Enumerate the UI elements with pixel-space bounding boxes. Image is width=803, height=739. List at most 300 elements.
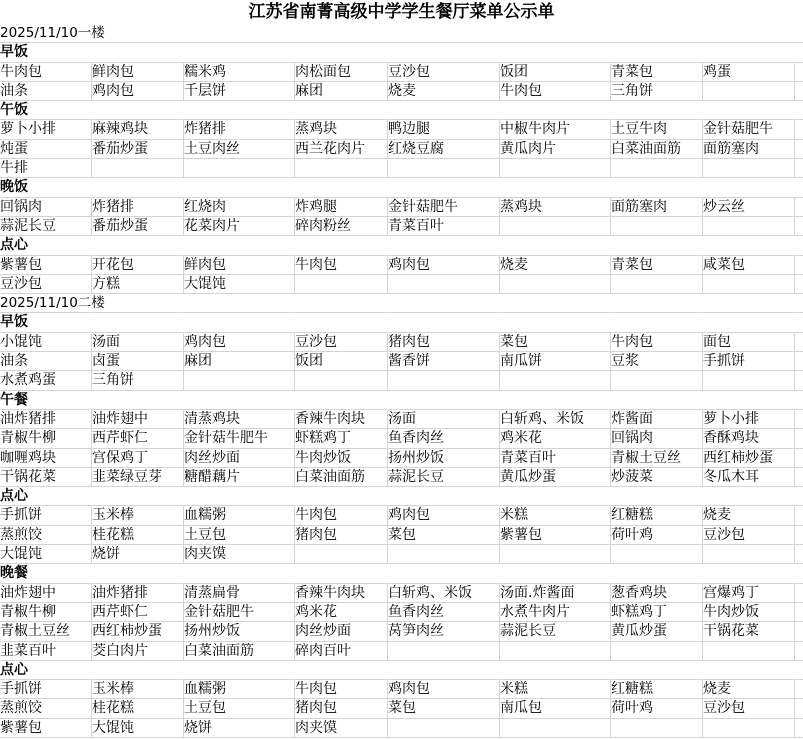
- dish-cell[interactable]: 桂花糕: [92, 526, 184, 545]
- dish-cell[interactable]: 土豆包: [184, 699, 295, 718]
- table-cell[interactable]: [795, 236, 803, 255]
- dish-cell[interactable]: 鸡米花: [500, 429, 611, 448]
- table-cell[interactable]: [703, 661, 795, 680]
- dish-cell[interactable]: [611, 275, 703, 294]
- table-cell[interactable]: [184, 564, 295, 583]
- dish-cell[interactable]: 虾糕鸡丁: [611, 603, 703, 622]
- dish-cell[interactable]: 油炸翅中: [92, 410, 184, 429]
- dish-cell[interactable]: 鲜肉包: [184, 256, 295, 275]
- dish-cell[interactable]: 莴笋肉丝: [388, 622, 500, 641]
- dish-cell[interactable]: [795, 352, 803, 371]
- dish-cell[interactable]: [703, 159, 795, 178]
- table-cell[interactable]: [92, 564, 184, 583]
- dish-cell[interactable]: 水煮鸡蛋: [0, 371, 92, 390]
- dish-cell[interactable]: [500, 217, 611, 236]
- dish-cell[interactable]: 豆沙包: [703, 699, 795, 718]
- table-cell[interactable]: [611, 313, 703, 332]
- table-cell[interactable]: [295, 487, 388, 506]
- table-cell[interactable]: [703, 313, 795, 332]
- dish-cell[interactable]: 回锅肉: [611, 429, 703, 448]
- table-cell[interactable]: [184, 236, 295, 255]
- dish-cell[interactable]: 水煮牛肉片: [500, 603, 611, 622]
- dish-cell[interactable]: [795, 699, 803, 718]
- meal-section-label[interactable]: 点心: [0, 661, 92, 680]
- dish-cell[interactable]: 土豆包: [184, 526, 295, 545]
- dish-cell[interactable]: 红烧豆腐: [388, 140, 500, 159]
- dish-cell[interactable]: [795, 506, 803, 525]
- dish-cell[interactable]: 土豆肉丝: [184, 140, 295, 159]
- dish-cell[interactable]: [703, 545, 795, 564]
- dish-cell[interactable]: [388, 719, 500, 738]
- dish-cell[interactable]: 青菜百叶: [388, 217, 500, 236]
- dish-cell[interactable]: [795, 622, 803, 641]
- dish-cell[interactable]: [388, 545, 500, 564]
- table-cell[interactable]: [295, 43, 388, 62]
- dish-cell[interactable]: [795, 680, 803, 699]
- dish-cell[interactable]: 烧麦: [500, 256, 611, 275]
- dish-cell[interactable]: 牛排: [0, 159, 92, 178]
- dish-cell[interactable]: [611, 719, 703, 738]
- dish-cell[interactable]: 面筋塞肉: [703, 140, 795, 159]
- table-cell[interactable]: [500, 24, 611, 43]
- dish-cell[interactable]: [703, 82, 795, 101]
- dish-cell[interactable]: 肉丝炒面: [184, 449, 295, 468]
- dish-cell[interactable]: [795, 256, 803, 275]
- table-cell[interactable]: [388, 24, 500, 43]
- dish-cell[interactable]: 油炸猪排: [92, 584, 184, 603]
- table-cell[interactable]: [295, 661, 388, 680]
- dish-cell[interactable]: 血糯粥: [184, 506, 295, 525]
- dish-cell[interactable]: [795, 333, 803, 352]
- table-cell[interactable]: [795, 487, 803, 506]
- dish-cell[interactable]: 汤面: [388, 410, 500, 429]
- dish-cell[interactable]: 蒜泥长豆: [500, 622, 611, 641]
- dish-cell[interactable]: 麻团: [295, 82, 388, 101]
- dish-cell[interactable]: 鱼香肉丝: [388, 429, 500, 448]
- dish-cell[interactable]: [795, 526, 803, 545]
- dish-cell[interactable]: 烧麦: [388, 82, 500, 101]
- meal-section-label[interactable]: 点心: [0, 236, 92, 255]
- dish-cell[interactable]: [795, 642, 803, 661]
- dish-cell[interactable]: [795, 584, 803, 603]
- dish-cell[interactable]: 麻团: [184, 352, 295, 371]
- table-cell[interactable]: [795, 661, 803, 680]
- dish-cell[interactable]: 韭菜绿豆芽: [92, 468, 184, 487]
- table-cell[interactable]: [388, 661, 500, 680]
- table-cell[interactable]: [92, 391, 184, 410]
- dish-cell[interactable]: [295, 371, 388, 390]
- table-cell[interactable]: [388, 564, 500, 583]
- table-cell[interactable]: [500, 313, 611, 332]
- dish-cell[interactable]: 鸡肉包: [388, 256, 500, 275]
- dish-cell[interactable]: 鸡肉包: [388, 680, 500, 699]
- dish-cell[interactable]: [611, 545, 703, 564]
- dish-cell[interactable]: 炒云丝: [703, 198, 795, 217]
- dish-cell[interactable]: [703, 642, 795, 661]
- date-label[interactable]: 2025/11/10二楼: [0, 294, 92, 313]
- dish-cell[interactable]: 牛肉包: [611, 333, 703, 352]
- table-cell[interactable]: [500, 487, 611, 506]
- table-cell[interactable]: [92, 178, 184, 197]
- dish-cell[interactable]: [795, 63, 803, 82]
- dish-cell[interactable]: 糖醋藕片: [184, 468, 295, 487]
- table-cell[interactable]: [795, 294, 803, 313]
- dish-cell[interactable]: 面筋塞肉: [611, 198, 703, 217]
- meal-section-label[interactable]: 午饭: [0, 101, 92, 120]
- dish-cell[interactable]: [611, 371, 703, 390]
- dish-cell[interactable]: 玉米棒: [92, 506, 184, 525]
- dish-cell[interactable]: 清蒸鸡块: [184, 410, 295, 429]
- dish-cell[interactable]: [795, 159, 803, 178]
- dish-cell[interactable]: 紫薯包: [500, 526, 611, 545]
- dish-cell[interactable]: 牛肉包: [0, 63, 92, 82]
- dish-cell[interactable]: 香辣牛肉块: [295, 584, 388, 603]
- dish-cell[interactable]: 黄瓜炒蛋: [500, 468, 611, 487]
- table-cell[interactable]: [184, 391, 295, 410]
- dish-cell[interactable]: 青椒牛柳: [0, 603, 92, 622]
- dish-cell[interactable]: 回锅肉: [0, 198, 92, 217]
- dish-cell[interactable]: 炸猪排: [92, 198, 184, 217]
- dish-cell[interactable]: 油炸猪排: [0, 410, 92, 429]
- dish-cell[interactable]: 西芹虾仁: [92, 603, 184, 622]
- table-cell[interactable]: [703, 391, 795, 410]
- dish-cell[interactable]: [92, 159, 184, 178]
- dish-cell[interactable]: [295, 275, 388, 294]
- dish-cell[interactable]: 青菜包: [611, 256, 703, 275]
- dish-cell[interactable]: 鸡肉包: [388, 506, 500, 525]
- table-cell[interactable]: [388, 294, 500, 313]
- table-cell[interactable]: [795, 178, 803, 197]
- dish-cell[interactable]: 肉夹馍: [295, 719, 388, 738]
- dish-cell[interactable]: 宫爆鸡丁: [703, 584, 795, 603]
- dish-cell[interactable]: 手抓饼: [703, 352, 795, 371]
- date-label[interactable]: 2025/11/10一楼: [0, 24, 92, 43]
- table-cell[interactable]: [92, 101, 184, 120]
- dish-cell[interactable]: 大馄饨: [92, 719, 184, 738]
- dish-cell[interactable]: 扬州炒饭: [388, 449, 500, 468]
- table-cell[interactable]: [795, 43, 803, 62]
- dish-cell[interactable]: 面包: [703, 333, 795, 352]
- table-cell[interactable]: [703, 178, 795, 197]
- table-cell[interactable]: [500, 294, 611, 313]
- dish-cell[interactable]: [795, 429, 803, 448]
- dish-cell[interactable]: 鸭边腿: [388, 120, 500, 139]
- meal-section-label[interactable]: 早饭: [0, 313, 92, 332]
- dish-cell[interactable]: 三角饼: [92, 371, 184, 390]
- dish-cell[interactable]: 蒸鸡块: [500, 198, 611, 217]
- dish-cell[interactable]: 菜包: [388, 699, 500, 718]
- dish-cell[interactable]: 中椒牛肉片: [500, 120, 611, 139]
- dish-cell[interactable]: [795, 603, 803, 622]
- table-cell[interactable]: [611, 236, 703, 255]
- dish-cell[interactable]: 豆沙包: [0, 275, 92, 294]
- dish-cell[interactable]: 金针菇牛肥牛: [184, 429, 295, 448]
- table-cell[interactable]: [295, 178, 388, 197]
- table-cell[interactable]: [703, 564, 795, 583]
- meal-section-label[interactable]: 早饭: [0, 43, 92, 62]
- dish-cell[interactable]: 玉米棒: [92, 680, 184, 699]
- dish-cell[interactable]: 西兰花肉片: [295, 140, 388, 159]
- dish-cell[interactable]: 白斩鸡、米饭: [500, 410, 611, 429]
- dish-cell[interactable]: 牛肉包: [295, 256, 388, 275]
- dish-cell[interactable]: 白菜油面筋: [295, 468, 388, 487]
- dish-cell[interactable]: 青椒土豆丝: [0, 622, 92, 641]
- dish-cell[interactable]: 番茄炒蛋: [92, 217, 184, 236]
- table-cell[interactable]: [500, 661, 611, 680]
- dish-cell[interactable]: 三角饼: [611, 82, 703, 101]
- dish-cell[interactable]: 米糕: [500, 680, 611, 699]
- dish-cell[interactable]: 白菜油面筋: [184, 642, 295, 661]
- table-cell[interactable]: [184, 178, 295, 197]
- dish-cell[interactable]: [703, 275, 795, 294]
- dish-cell[interactable]: [795, 82, 803, 101]
- table-cell[interactable]: [703, 24, 795, 43]
- dish-cell[interactable]: [500, 545, 611, 564]
- dish-cell[interactable]: [500, 275, 611, 294]
- dish-cell[interactable]: 桂花糕: [92, 699, 184, 718]
- dish-cell[interactable]: [795, 468, 803, 487]
- table-cell[interactable]: [611, 487, 703, 506]
- dish-cell[interactable]: 咖喱鸡块: [0, 449, 92, 468]
- table-cell[interactable]: [92, 236, 184, 255]
- table-cell[interactable]: [703, 101, 795, 120]
- dish-cell[interactable]: 猪肉包: [295, 526, 388, 545]
- dish-cell[interactable]: 荷叶鸡: [611, 526, 703, 545]
- dish-cell[interactable]: 肉丝炒面: [295, 622, 388, 641]
- dish-cell[interactable]: 菜包: [500, 333, 611, 352]
- table-cell[interactable]: [611, 43, 703, 62]
- dish-cell[interactable]: 红烧肉: [184, 198, 295, 217]
- dish-cell[interactable]: 麻辣鸡块: [92, 120, 184, 139]
- dish-cell[interactable]: 宫保鸡丁: [92, 449, 184, 468]
- table-cell[interactable]: [184, 43, 295, 62]
- meal-section-label[interactable]: 午餐: [0, 391, 92, 410]
- dish-cell[interactable]: [795, 545, 803, 564]
- dish-cell[interactable]: 紫薯包: [0, 719, 92, 738]
- dish-cell[interactable]: 烧麦: [703, 506, 795, 525]
- dish-cell[interactable]: 鸡米花: [295, 603, 388, 622]
- dish-cell[interactable]: 菜包: [388, 526, 500, 545]
- dish-cell[interactable]: [795, 449, 803, 468]
- table-cell[interactable]: [184, 313, 295, 332]
- table-cell[interactable]: [795, 101, 803, 120]
- dish-cell[interactable]: 烧饼: [184, 719, 295, 738]
- dish-cell[interactable]: 蒜泥长豆: [0, 217, 92, 236]
- table-cell[interactable]: [500, 101, 611, 120]
- table-cell[interactable]: [611, 178, 703, 197]
- table-cell[interactable]: [295, 391, 388, 410]
- dish-cell[interactable]: 茭白肉片: [92, 642, 184, 661]
- dish-cell[interactable]: [388, 275, 500, 294]
- table-cell[interactable]: [500, 236, 611, 255]
- table-cell[interactable]: [388, 178, 500, 197]
- dish-cell[interactable]: 香辣牛肉块: [295, 410, 388, 429]
- meal-section-label[interactable]: 晚餐: [0, 564, 92, 583]
- dish-cell[interactable]: 鸡肉包: [184, 333, 295, 352]
- dish-cell[interactable]: 汤面: [92, 333, 184, 352]
- table-cell[interactable]: [388, 391, 500, 410]
- dish-cell[interactable]: 金针菇肥牛: [703, 120, 795, 139]
- dish-cell[interactable]: 小馄饨: [0, 333, 92, 352]
- dish-cell[interactable]: 荷叶鸡: [611, 699, 703, 718]
- dish-cell[interactable]: [795, 410, 803, 429]
- dish-cell[interactable]: [703, 217, 795, 236]
- dish-cell[interactable]: 鱼香肉丝: [388, 603, 500, 622]
- dish-cell[interactable]: 豆沙包: [295, 333, 388, 352]
- dish-cell[interactable]: 猪肉包: [295, 699, 388, 718]
- dish-cell[interactable]: 香酥鸡块: [703, 429, 795, 448]
- dish-cell[interactable]: 肉夹馍: [184, 545, 295, 564]
- dish-cell[interactable]: [295, 159, 388, 178]
- dish-cell[interactable]: 炸猪排: [184, 120, 295, 139]
- table-cell[interactable]: [388, 313, 500, 332]
- dish-cell[interactable]: 白斩鸡、米饭: [388, 584, 500, 603]
- dish-cell[interactable]: 方糕: [92, 275, 184, 294]
- dish-cell[interactable]: 虾糕鸡丁: [295, 429, 388, 448]
- table-cell[interactable]: [703, 294, 795, 313]
- dish-cell[interactable]: 蒸煎饺: [0, 526, 92, 545]
- table-cell[interactable]: [500, 391, 611, 410]
- meal-section-label[interactable]: 点心: [0, 487, 92, 506]
- table-cell[interactable]: [611, 391, 703, 410]
- table-cell[interactable]: [184, 487, 295, 506]
- dish-cell[interactable]: 卤蛋: [92, 352, 184, 371]
- table-cell[interactable]: [295, 101, 388, 120]
- dish-cell[interactable]: 糯米鸡: [184, 63, 295, 82]
- dish-cell[interactable]: 碎肉百叶: [295, 642, 388, 661]
- table-cell[interactable]: [795, 313, 803, 332]
- dish-cell[interactable]: 碎肉粉丝: [295, 217, 388, 236]
- table-cell[interactable]: [388, 43, 500, 62]
- table-cell[interactable]: [795, 24, 803, 43]
- dish-cell[interactable]: 油炸翅中: [0, 584, 92, 603]
- dish-cell[interactable]: [795, 120, 803, 139]
- table-cell[interactable]: [92, 24, 184, 43]
- dish-cell[interactable]: 蒸煎饺: [0, 699, 92, 718]
- table-cell[interactable]: [500, 43, 611, 62]
- table-cell[interactable]: [500, 178, 611, 197]
- dish-cell[interactable]: 黄瓜肉片: [500, 140, 611, 159]
- dish-cell[interactable]: 千层饼: [184, 82, 295, 101]
- dish-cell[interactable]: 金针菇肥牛: [388, 198, 500, 217]
- dish-cell[interactable]: 咸菜包: [703, 256, 795, 275]
- dish-cell[interactable]: 牛肉炒饭: [703, 603, 795, 622]
- dish-cell[interactable]: 西红柿炒蛋: [92, 622, 184, 641]
- dish-cell[interactable]: [703, 719, 795, 738]
- table-cell[interactable]: [388, 236, 500, 255]
- dish-cell[interactable]: 烧饼: [92, 545, 184, 564]
- dish-cell[interactable]: 炖蛋: [0, 140, 92, 159]
- dish-cell[interactable]: [703, 371, 795, 390]
- dish-cell[interactable]: [500, 642, 611, 661]
- dish-cell[interactable]: 南瓜包: [500, 699, 611, 718]
- dish-cell[interactable]: 花菜肉片: [184, 217, 295, 236]
- dish-cell[interactable]: 西红柿炒蛋: [703, 449, 795, 468]
- dish-cell[interactable]: 萝卜小排: [703, 410, 795, 429]
- dish-cell[interactable]: 牛肉包: [295, 506, 388, 525]
- table-cell[interactable]: [184, 661, 295, 680]
- dish-cell[interactable]: [795, 719, 803, 738]
- table-cell[interactable]: [295, 236, 388, 255]
- dish-cell[interactable]: [795, 140, 803, 159]
- dish-cell[interactable]: 大馄饨: [0, 545, 92, 564]
- dish-cell[interactable]: 红糖糕: [611, 506, 703, 525]
- dish-cell[interactable]: [795, 275, 803, 294]
- table-cell[interactable]: [388, 101, 500, 120]
- dish-cell[interactable]: 干锅花菜: [703, 622, 795, 641]
- dish-cell[interactable]: 青椒土豆丝: [611, 449, 703, 468]
- dish-cell[interactable]: [388, 159, 500, 178]
- dish-cell[interactable]: 番茄炒蛋: [92, 140, 184, 159]
- dish-cell[interactable]: 干锅花菜: [0, 468, 92, 487]
- dish-cell[interactable]: 手抓饼: [0, 680, 92, 699]
- dish-cell[interactable]: 饭团: [295, 352, 388, 371]
- dish-cell[interactable]: 油条: [0, 82, 92, 101]
- table-cell[interactable]: [611, 564, 703, 583]
- dish-cell[interactable]: 牛肉炒饭: [295, 449, 388, 468]
- dish-cell[interactable]: [295, 545, 388, 564]
- dish-cell[interactable]: 清蒸扁骨: [184, 584, 295, 603]
- table-cell[interactable]: [184, 294, 295, 313]
- dish-cell[interactable]: 青椒牛柳: [0, 429, 92, 448]
- dish-cell[interactable]: 米糕: [500, 506, 611, 525]
- dish-cell[interactable]: 白菜油面筋: [611, 140, 703, 159]
- dish-cell[interactable]: [795, 217, 803, 236]
- dish-cell[interactable]: 鲜肉包: [92, 63, 184, 82]
- dish-cell[interactable]: 手抓饼: [0, 506, 92, 525]
- dish-cell[interactable]: [500, 719, 611, 738]
- dish-cell[interactable]: 蒜泥长豆: [388, 468, 500, 487]
- dish-cell[interactable]: 红糖糕: [611, 680, 703, 699]
- dish-cell[interactable]: 冬瓜木耳: [703, 468, 795, 487]
- dish-cell[interactable]: 饭团: [500, 63, 611, 82]
- dish-cell[interactable]: 血糯粥: [184, 680, 295, 699]
- dish-cell[interactable]: 鸡蛋: [703, 63, 795, 82]
- dish-cell[interactable]: [611, 217, 703, 236]
- table-cell[interactable]: [795, 391, 803, 410]
- table-cell[interactable]: [611, 24, 703, 43]
- dish-cell[interactable]: 南瓜饼: [500, 352, 611, 371]
- dish-cell[interactable]: 豆浆: [611, 352, 703, 371]
- dish-cell[interactable]: 西芹虾仁: [92, 429, 184, 448]
- dish-cell[interactable]: 炒菠菜: [611, 468, 703, 487]
- table-cell[interactable]: [500, 564, 611, 583]
- dish-cell[interactable]: [795, 371, 803, 390]
- dish-cell[interactable]: 大馄饨: [184, 275, 295, 294]
- dish-cell[interactable]: 土豆牛肉: [611, 120, 703, 139]
- table-cell[interactable]: [295, 564, 388, 583]
- table-cell[interactable]: [795, 564, 803, 583]
- table-cell[interactable]: [703, 43, 795, 62]
- dish-cell[interactable]: 豆沙包: [703, 526, 795, 545]
- dish-cell[interactable]: [795, 198, 803, 217]
- table-cell[interactable]: [295, 24, 388, 43]
- dish-cell[interactable]: 扬州炒饭: [184, 622, 295, 641]
- table-cell[interactable]: [703, 487, 795, 506]
- table-cell[interactable]: [611, 661, 703, 680]
- dish-cell[interactable]: 炸酱面: [611, 410, 703, 429]
- dish-cell[interactable]: 萝卜小排: [0, 120, 92, 139]
- table-cell[interactable]: [295, 294, 388, 313]
- dish-cell[interactable]: 烧麦: [703, 680, 795, 699]
- dish-cell[interactable]: 炸鸡腿: [295, 198, 388, 217]
- dish-cell[interactable]: [388, 642, 500, 661]
- dish-cell[interactable]: 油条: [0, 352, 92, 371]
- table-cell[interactable]: [92, 661, 184, 680]
- dish-cell[interactable]: 开花包: [92, 256, 184, 275]
- table-cell[interactable]: [611, 294, 703, 313]
- dish-cell[interactable]: [388, 371, 500, 390]
